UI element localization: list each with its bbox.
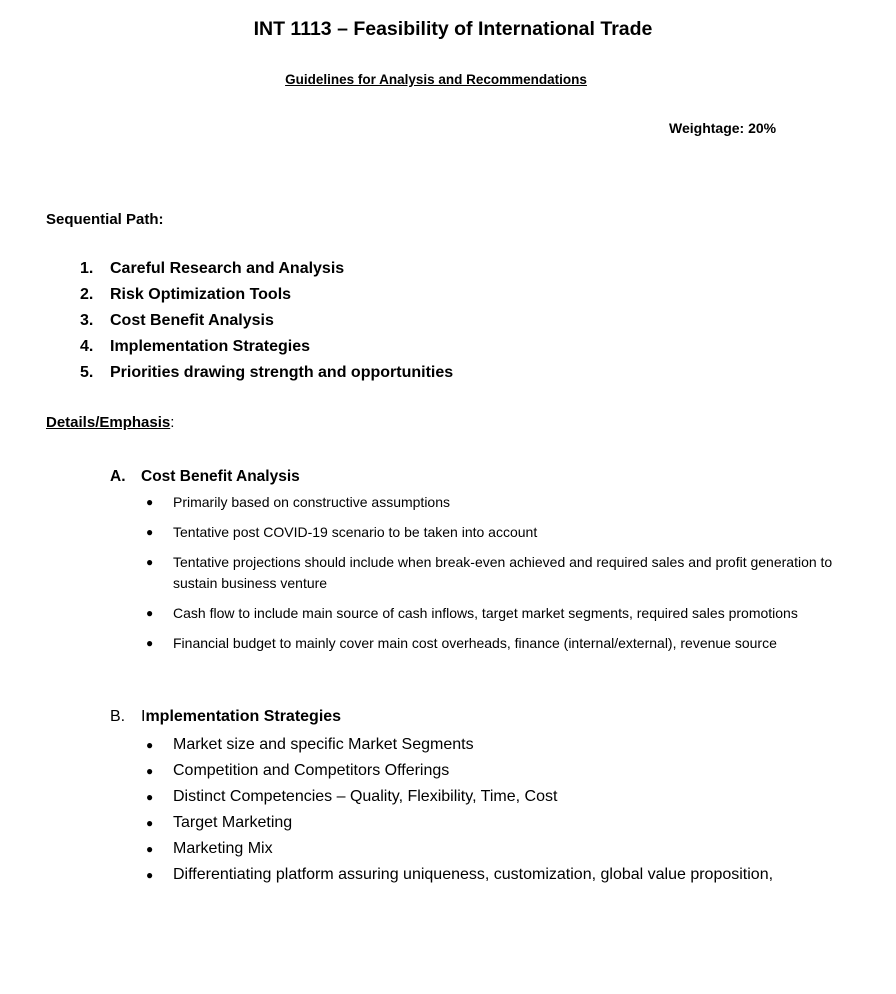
sequential-item-text: Risk Optimization Tools: [110, 286, 292, 303]
bullet-text: Financial budget to mainly cover main cost overheads, finance (internal/external), revenue source: [173, 635, 777, 651]
list-item: [146, 864, 846, 886]
sequential-item-number: 1.: [80, 260, 94, 277]
section-a-letter: A.: [110, 468, 126, 485]
section-a-title: Cost Benefit Analysis: [141, 468, 300, 485]
sequential-item-text: Cost Benefit Analysis: [110, 312, 274, 329]
bullet-text: Primarily based on constructive assumptions: [173, 494, 451, 510]
bullet-text: Distinct Competencies – Quality, Flexibility, Time, Cost: [173, 788, 558, 805]
bullet-icon: ●: [146, 606, 154, 620]
bullet-icon: ●: [146, 525, 154, 539]
bullet-icon: ●: [146, 555, 154, 569]
sequential-item: [80, 363, 453, 389]
section-a-bullet-list: [146, 492, 846, 654]
list-item: [146, 552, 846, 594]
bullet-icon: ●: [146, 842, 154, 856]
bullet-text: Competition and Competitors Offerings: [173, 762, 450, 779]
bullet-icon: ●: [146, 790, 154, 804]
section-b-title-initial: I: [141, 708, 146, 725]
sequential-item: [80, 285, 453, 311]
sequential-item-text: Priorities drawing strength and opportunities: [110, 364, 454, 381]
section-b-bullet-list: [146, 734, 846, 886]
sequential-item-text: Implementation Strategies: [110, 338, 311, 355]
list-item: [146, 633, 846, 654]
sequential-item: [80, 259, 453, 285]
sequential-item-number: 4.: [80, 338, 94, 355]
document-subtitle: Guidelines for Analysis and Recommendations: [285, 72, 587, 87]
list-item: [146, 838, 846, 860]
sequential-path-heading: Sequential Path:: [46, 211, 164, 228]
sequential-item-text: Careful Research and Analysis: [110, 260, 345, 277]
bullet-text: Cash flow to include main source of cash inflows, target market segments, required sales promotions: [173, 605, 798, 621]
details-heading: [46, 414, 174, 431]
bullet-text: Target Marketing: [173, 814, 293, 831]
details-heading-text: Details/Emphasis: [46, 414, 171, 431]
list-item: [146, 734, 846, 756]
bullet-text: Market size and specific Market Segments: [173, 736, 474, 753]
bullet-text: Marketing Mix: [173, 840, 273, 857]
details-heading-colon: :: [170, 414, 175, 431]
section-b-heading: [110, 708, 341, 726]
document-title: INT 1113 – Feasibility of International Trade: [253, 18, 653, 40]
bullet-icon: ●: [146, 764, 154, 778]
list-item: [146, 786, 846, 808]
list-item: [146, 760, 846, 782]
bullet-text: Tentative post COVID-19 scenario to be taken into account: [173, 524, 538, 540]
list-item: [146, 812, 846, 834]
section-b-letter: B.: [110, 708, 126, 725]
section-a-heading: [110, 468, 300, 486]
list-item: [146, 492, 846, 513]
list-item: [146, 603, 846, 624]
bullet-text: Tentative projections should include when break-even achieved and required sales and profit generation to sustain business venture: [173, 554, 833, 591]
sequential-item: [80, 337, 453, 363]
sequential-item-number: 2.: [80, 286, 94, 303]
list-item: [146, 522, 846, 543]
section-b-title: mplementation Strategies: [145, 708, 342, 725]
weightage-label: Weightage: 20%: [669, 120, 777, 136]
bullet-icon: ●: [146, 738, 154, 752]
sequential-item-number: 5.: [80, 364, 94, 381]
sequential-item-number: 3.: [80, 312, 94, 329]
bullet-icon: ●: [146, 868, 154, 882]
bullet-text: Differentiating platform assuring uniqueness, customization, global value proposition,: [173, 866, 774, 883]
bullet-icon: ●: [146, 816, 154, 830]
bullet-icon: ●: [146, 636, 154, 650]
bullet-icon: ●: [146, 495, 154, 509]
sequential-item: [80, 311, 453, 337]
sequential-path-list: [80, 259, 453, 389]
